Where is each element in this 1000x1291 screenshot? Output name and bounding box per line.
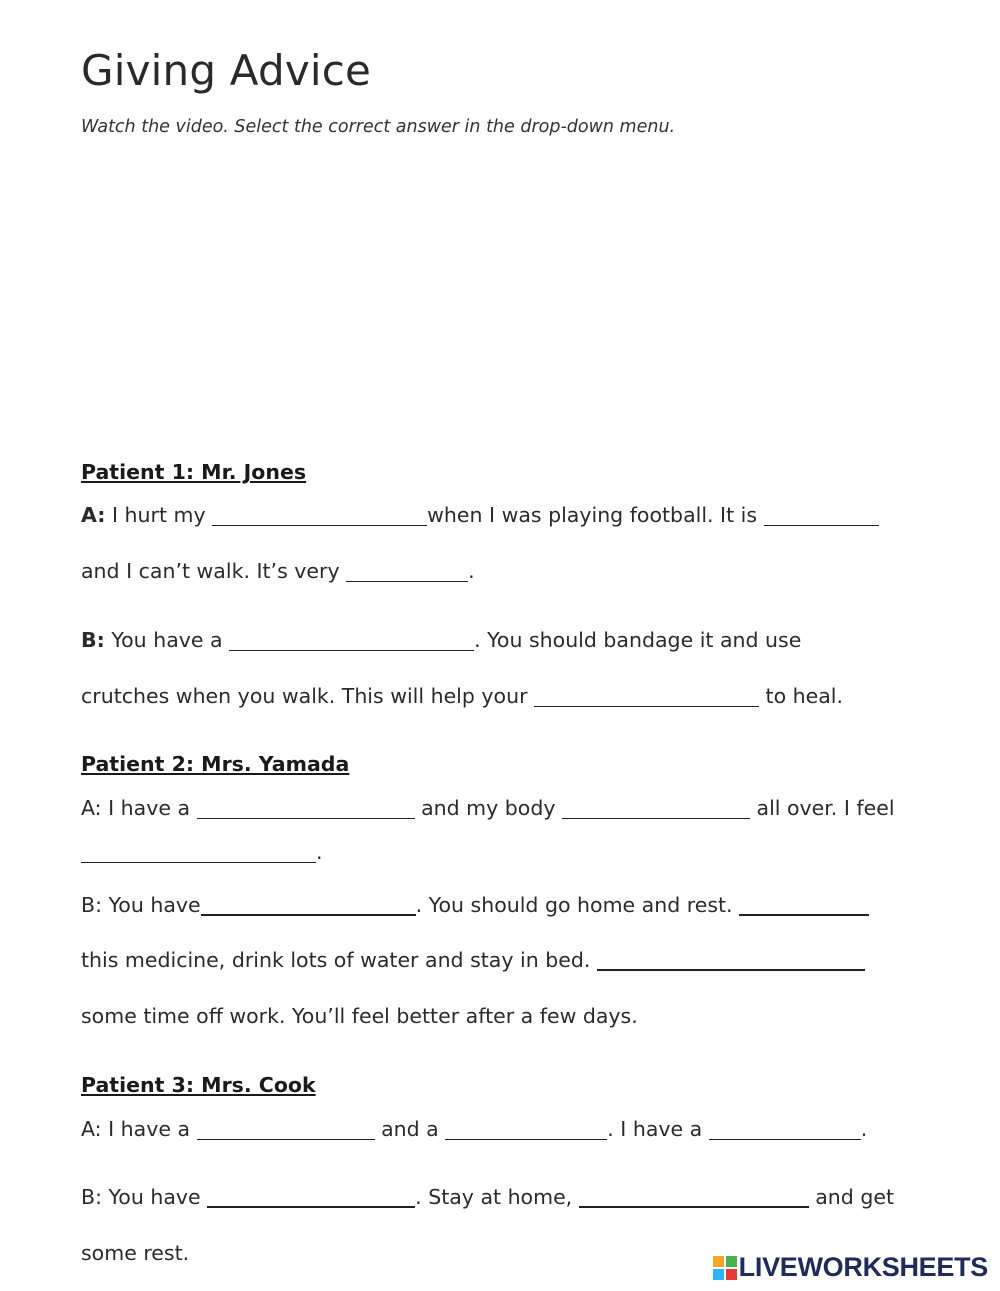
patient1-heading: Patient 1: Mr. Jones (81, 460, 307, 484)
patient2-a-line2: . (81, 840, 323, 864)
patient2-a-line1: A: I have a and my body all over. I feel (81, 796, 895, 820)
patient1-a-line2: and I can’t walk. It’s very . (81, 559, 475, 583)
dropdown-blank-p1-symptom[interactable] (764, 505, 879, 526)
dropdown-blank-p2-feel[interactable] (81, 842, 316, 863)
dropdown-blank-p1-very[interactable] (346, 561, 468, 582)
dropdown-blank-p3-symptom3[interactable] (709, 1119, 861, 1140)
dropdown-blank-p3-advice[interactable] (579, 1186, 809, 1208)
patient2-b-line1: B: You have . You should go home and rest. (81, 893, 869, 917)
liveworksheets-logo[interactable] (713, 1252, 988, 1283)
dropdown-blank-p2-take[interactable] (739, 894, 869, 916)
patient2-b-line2: this medicine, drink lots of water and stay in bed. (81, 948, 865, 972)
dropdown-blank-p2-diagnosis[interactable] (201, 894, 416, 916)
speaker-b-label: B: (81, 628, 105, 652)
patient3-b-line2: some rest. (81, 1241, 190, 1265)
dropdown-blank-p2-body[interactable] (562, 798, 750, 819)
dropdown-blank-p1-body-part[interactable] (212, 505, 427, 526)
patient2-b-line3: some time off work. You’ll feel better after a few days. (81, 1004, 638, 1028)
dropdown-blank-p2-symptom[interactable] (197, 798, 415, 819)
patient3-a-line1: A: I have a and a . I have a . (81, 1117, 868, 1141)
page-title: Giving Advice (81, 46, 372, 95)
liveworksheets-logo-mark-icon (713, 1256, 737, 1280)
speaker-a-label: A: (81, 503, 106, 527)
video-area[interactable] (81, 160, 921, 430)
dropdown-blank-p1-heal[interactable] (534, 686, 759, 707)
patient3-b-line1: B: You have . Stay at home, and get (81, 1185, 894, 1209)
dropdown-blank-p3-diagnosis[interactable] (207, 1186, 415, 1208)
dropdown-blank-p2-advice[interactable] (597, 949, 865, 971)
patient3-heading: Patient 3: Mrs. Cook (81, 1073, 316, 1097)
patient1-a-line1: A: I hurt my when I was playing football. It is (81, 503, 879, 527)
patient2-heading: Patient 2: Mrs. Yamada (81, 752, 350, 776)
dropdown-blank-p1-diagnosis[interactable] (229, 630, 474, 651)
instructions: Watch the video. Select the correct answer in the drop-down menu. (81, 117, 676, 137)
patient1-b-line2: crutches when you walk. This will help your to heal. (81, 684, 844, 708)
patient1-b-line1: B: You have a . You should bandage it and use (81, 628, 802, 652)
dropdown-blank-p3-symptom2[interactable] (445, 1119, 607, 1140)
dropdown-blank-p3-symptom1[interactable] (197, 1119, 375, 1140)
logo-text: LIVEWORKSHEETS (738, 1252, 988, 1282)
